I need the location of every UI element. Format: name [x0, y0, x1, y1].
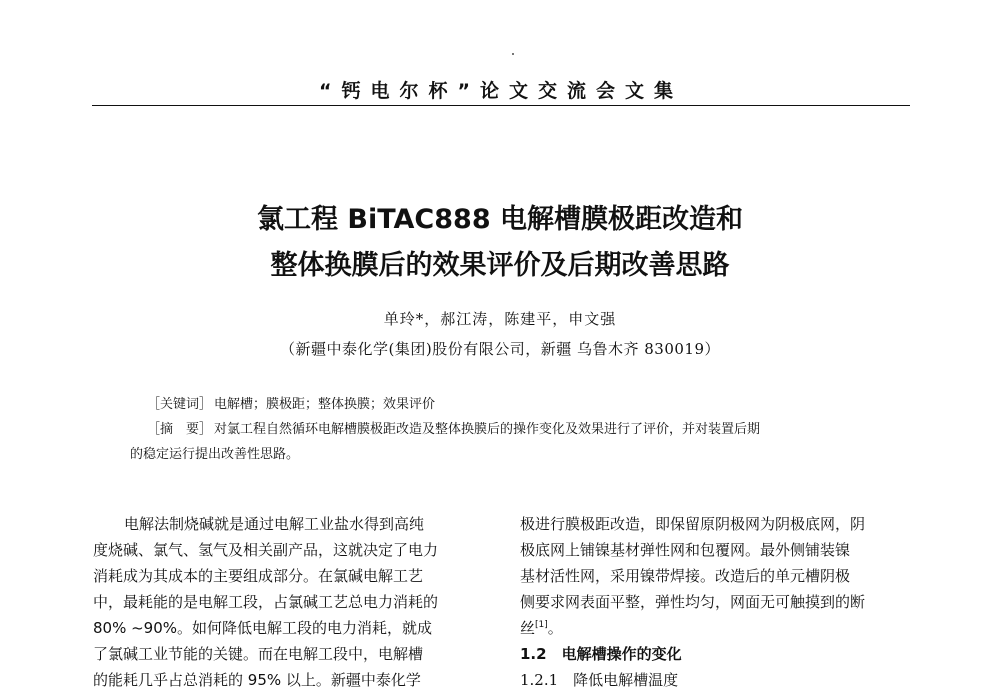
running-header: “钙电尔杯”论文交流会文集 [319, 80, 683, 102]
body-line: 中，最耗能的是电解工段，占氯碱工艺总电力消耗的 [93, 593, 439, 611]
body-line: 极进行膜极距改造，即保留原阴极网为阴极底网，阴 [520, 515, 866, 533]
header-rule [92, 105, 910, 106]
abstract-line-1 [147, 418, 760, 437]
body-line: 了氯碱工业节能的关键。而在电解工段中，电解槽 [93, 645, 424, 663]
body-line: 电解法制烧碱就是通过电解工业盐水得到高纯 [124, 515, 425, 533]
authors: 单玲*，郝江涛，陈建平，申文强 [383, 310, 617, 328]
scan-speck [512, 53, 514, 55]
keywords-label: ［关键词］ [147, 397, 213, 412]
body-line: 消耗成为其成本的主要组成部分。在氯碱电解工艺 [93, 567, 424, 585]
body-line: 基材活性网，采用镍带焊接。改造后的单元槽阴极 [520, 567, 851, 585]
citation-ref: [1] [535, 620, 548, 630]
body-left-column [93, 511, 488, 693]
body-line: 度烧碱、氯气、氢气及相关副产品，这就决定了电力 [93, 541, 439, 559]
paper-title-line-1: 氯工程 BiTAC888 电解槽膜极距改造和 [256, 204, 744, 235]
section-heading: 1.2 电解槽操作的变化 [520, 645, 682, 663]
body-line-end: 。 [547, 619, 563, 637]
body-line: 80% ~90%。如何降低电解工段的电力消耗，就成 [93, 619, 433, 637]
abstract-label: ［摘 要］ [147, 422, 213, 437]
abstract-line-2: 的稳定运行提出改善性思路。 [130, 447, 300, 462]
body-line: 侧要求网表面平整，弹性均匀，网面无可触摸到的断 [520, 593, 866, 611]
keywords [147, 393, 435, 412]
abstract-text-1: 对氯工程自然循环电解槽膜极距改造及整体换膜后的操作变化及效果进行了评价，并对装置后期 [214, 422, 761, 437]
body-line: 极底网上铺镍基材弹性网和包覆网。最外侧铺装镍 [520, 541, 851, 559]
body-right-column [520, 511, 915, 693]
keywords-text: 电解槽；膜极距；整体换膜；效果评价 [214, 397, 436, 412]
body-line: 的能耗几乎占总消耗的 95% 以上。新疆中泰化学 [93, 671, 421, 689]
subsection-heading: 1.2.1 降低电解槽温度 [520, 671, 679, 689]
body-line-text: 丝 [520, 619, 536, 637]
affiliation: （新疆中泰化学(集团)股份有限公司，新疆 乌鲁木齐 830019） [279, 340, 720, 358]
paper-title-line-2: 整体换膜后的效果评价及后期改善思路 [270, 250, 730, 281]
body-line-with-citation [520, 615, 915, 641]
